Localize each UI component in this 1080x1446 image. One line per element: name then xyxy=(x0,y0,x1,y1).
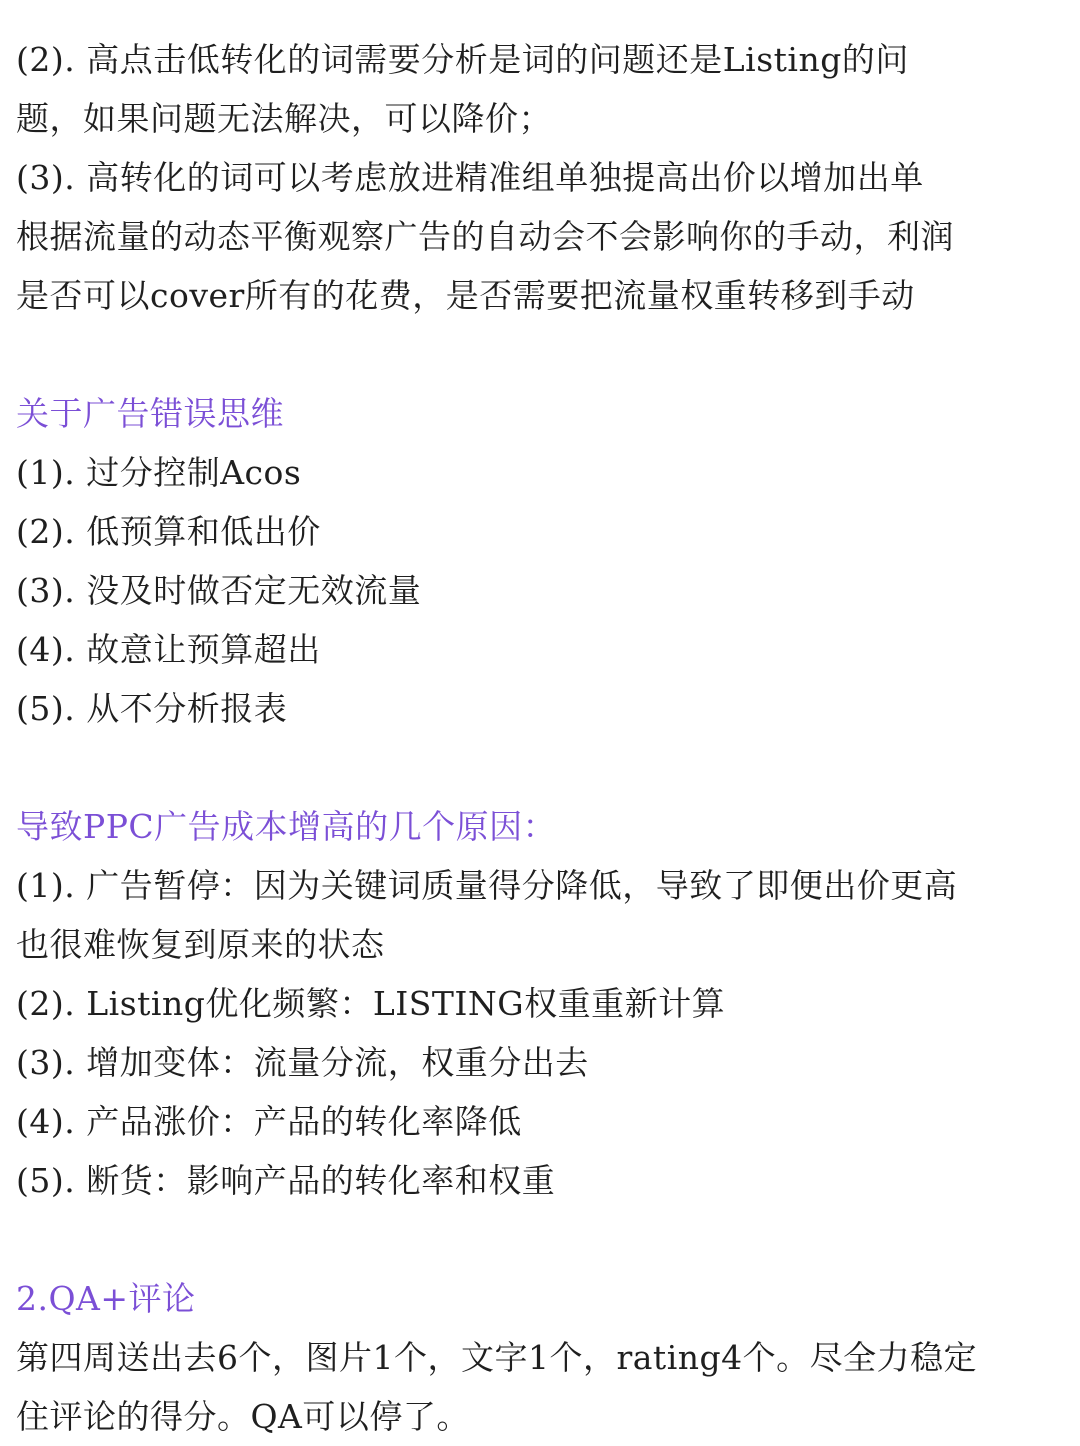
errors-section xyxy=(16,384,1066,738)
text-line: 第四周送出去6个，图片1个，文字1个，rating4个。尽全力稳定 xyxy=(16,1338,978,1377)
list-item: (4). 故意让预算超出 xyxy=(16,630,321,669)
list-item: (2). Listing优化频繁：LISTING权重重新计算 xyxy=(16,984,726,1023)
list-item: (5). 断货：影响产品的转化率和权重 xyxy=(16,1161,556,1200)
list-item: (4). 产品涨价：产品的转化率降低 xyxy=(16,1102,522,1141)
text-line: 住评论的得分。QA可以停了。 xyxy=(16,1397,470,1436)
paragraph-gap xyxy=(16,1210,1066,1269)
list-item: (1). 广告暂停：因为关键词质量得分降低，导致了即便出价更高 xyxy=(16,866,958,905)
list-item: (2). 低预算和低出价 xyxy=(16,512,321,551)
list-item: (3). 增加变体：流量分流，权重分出去 xyxy=(16,1043,589,1082)
cost-section xyxy=(16,797,1066,1210)
paragraph-gap xyxy=(16,325,1066,384)
text-line: 是否可以cover所有的花费，是否需要把流量权重转移到手动 xyxy=(16,276,915,315)
qa-section xyxy=(16,1269,1066,1446)
list-item: (3). 没及时做否定无效流量 xyxy=(16,571,422,610)
section-heading-qa: 2.QA+评论 xyxy=(16,1279,196,1318)
section-heading-cost: 导致PPC广告成本增高的几个原因： xyxy=(16,807,557,846)
article-body xyxy=(16,30,1066,1446)
text-line: (2). 高点击低转化的词需要分析是词的问题还是Listing的问 xyxy=(16,40,909,79)
list-item: (5). 从不分析报表 xyxy=(16,689,288,728)
text-line: 题，如果问题无法解决，可以降价； xyxy=(16,99,552,138)
paragraph-gap xyxy=(16,738,1066,797)
list-item: 也很难恢复到原来的状态 xyxy=(16,925,385,964)
text-line: 根据流量的动态平衡观察广告的自动会不会影响你的手动，利润 xyxy=(16,217,954,256)
intro-block xyxy=(16,30,1066,325)
list-item: (1). 过分控制Acos xyxy=(16,453,302,492)
section-heading-errors: 关于广告错误思维 xyxy=(16,394,284,433)
text-line: (3). 高转化的词可以考虑放进精准组单独提高出价以增加出单 xyxy=(16,158,924,197)
